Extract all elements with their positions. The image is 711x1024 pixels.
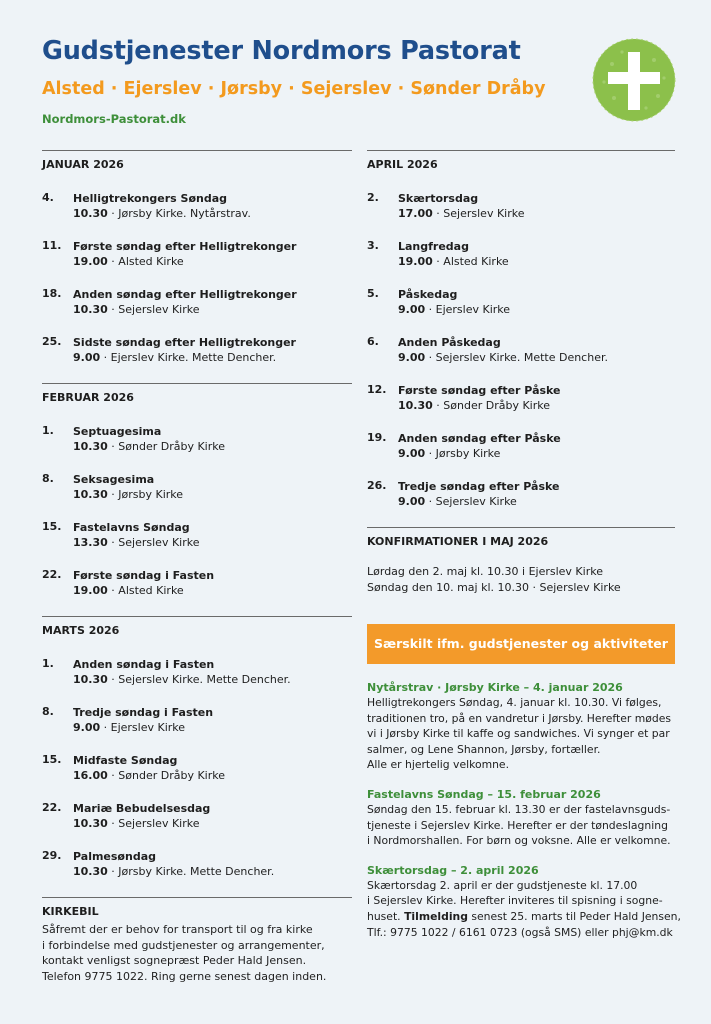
service-time: 10.30 — [73, 673, 108, 686]
service-name: Helligtrekongers Søndag — [73, 192, 228, 205]
service-entry — [367, 335, 675, 365]
service-detail — [398, 398, 675, 413]
kirkebil-line: kontakt venligst sognepræst Peder Hald Jensen. — [42, 954, 307, 967]
service-name: Første søndag i Fasten — [73, 569, 215, 582]
service-day: 18. — [42, 287, 62, 300]
note-line: tjeneste i Sejerslev Kirke. Herefter er der tøndeslagning — [367, 818, 668, 832]
service-entry — [42, 239, 352, 269]
service-entry — [367, 239, 675, 269]
service-entry — [367, 191, 675, 221]
service-name: Første søndag efter Påske — [398, 384, 561, 397]
konfirmationer-section — [367, 527, 675, 596]
service-place: · Sønder Dråby Kirke — [111, 440, 226, 453]
service-name: Anden søndag i Fasten — [73, 658, 215, 671]
service-name: Skærtorsdag — [398, 192, 479, 205]
service-time: 9.00 — [73, 721, 101, 734]
service-time: 9.00 — [73, 351, 101, 364]
service-place: · Jørsby Kirke — [111, 488, 184, 501]
cross-icon — [592, 38, 676, 122]
kirkebil-line: i forbindelse med gudstjenester og arrangementer, — [42, 938, 325, 952]
service-place: · Sønder Dråby Kirke — [111, 769, 226, 782]
service-time: 19.00 — [73, 255, 108, 268]
service-entry — [42, 657, 352, 687]
service-place: · Sejerslev Kirke — [111, 303, 200, 316]
month-section-februar — [42, 383, 352, 598]
service-time: 19.00 — [398, 255, 433, 268]
service-entry — [42, 568, 352, 598]
service-name: Palmesøndag — [73, 850, 156, 863]
service-name: Anden søndag efter Påske — [398, 432, 561, 445]
right-column — [367, 150, 681, 954]
service-time: 13.30 — [73, 536, 108, 549]
left-column — [42, 150, 352, 984]
service-entry — [42, 520, 352, 550]
service-place: · Jørsby Kirke — [428, 447, 501, 460]
service-day: 15. — [42, 753, 62, 766]
note-body — [367, 878, 681, 940]
service-place: · Ejerslev Kirke — [428, 303, 511, 316]
month-section-marts — [42, 616, 352, 879]
service-time: 17.00 — [398, 207, 433, 220]
service-name: Fastelavns Søndag — [73, 521, 190, 534]
service-detail — [73, 768, 352, 783]
service-day: 3. — [367, 239, 379, 252]
service-detail — [73, 302, 352, 317]
service-place: · Sønder Dråby Kirke — [436, 399, 551, 412]
service-detail — [73, 672, 352, 687]
service-entry — [42, 424, 352, 454]
service-place: · Alsted Kirke — [111, 255, 184, 268]
service-day: 1. — [42, 657, 54, 670]
service-detail — [73, 583, 352, 598]
service-entry — [367, 383, 675, 413]
service-day: 25. — [42, 335, 62, 348]
service-day: 5. — [367, 287, 379, 300]
service-entry — [42, 472, 352, 502]
service-day: 11. — [42, 239, 62, 252]
service-day: 19. — [367, 431, 387, 444]
service-place: · Sejerslev Kirke — [111, 817, 200, 830]
service-place: · Jørsby Kirke. Mette Dencher. — [111, 865, 275, 878]
service-entry — [42, 191, 352, 221]
service-time: 10.30 — [73, 207, 108, 220]
service-place: · Alsted Kirke — [436, 255, 509, 268]
service-name: Tredje søndag i Fasten — [73, 706, 214, 719]
note-heading: Fastelavns Søndag – 15. februar 2026 — [367, 787, 601, 801]
kirkebil-section — [42, 897, 352, 984]
service-day: 29. — [42, 849, 62, 862]
section-title: MARTS 2026 — [42, 624, 120, 637]
service-detail — [73, 864, 352, 879]
service-day: 15. — [42, 520, 62, 533]
note-heading: Nytårstrav · Jørsby Kirke – 4. januar 2026 — [367, 681, 623, 694]
service-place: · Ejerslev Kirke — [103, 721, 186, 734]
service-entry — [367, 287, 675, 317]
note-line: i Sejerslev Kirke. Herefter inviteres til spisning i sogne- — [367, 894, 663, 908]
service-day: 26. — [367, 479, 387, 492]
service-time: 10.30 — [73, 303, 108, 316]
note-text: huset. — [367, 909, 405, 923]
service-name: Mariæ Bebudelsesdag — [73, 802, 211, 815]
service-name: Langfredag — [398, 240, 469, 253]
service-place: · Ejerslev Kirke. Mette Dencher. — [103, 351, 277, 364]
service-name: Midfaste Søndag — [73, 754, 178, 767]
section-title: APRIL 2026 — [367, 158, 438, 171]
month-section-april — [367, 150, 675, 509]
service-detail — [73, 206, 352, 221]
service-detail — [73, 720, 352, 735]
service-name: Påskedag — [398, 288, 458, 301]
service-detail — [73, 254, 352, 269]
service-detail — [73, 439, 352, 454]
service-day: 8. — [42, 472, 54, 485]
note-body — [367, 695, 675, 773]
service-entry — [42, 705, 352, 735]
website-link[interactable]: Nordmors-Pastorat.dk — [42, 112, 186, 126]
service-name: Seksagesima — [73, 473, 155, 486]
month-section-januar — [42, 150, 352, 365]
kirkebil-line: Såfremt der er behov for transport til og fra kirke — [42, 923, 313, 936]
note-text: senest 25. marts til Peder Hald Jensen, — [467, 909, 681, 923]
service-entry — [367, 479, 675, 509]
service-entry — [42, 801, 352, 831]
service-time: 9.00 — [398, 447, 426, 460]
section-title: FEBRUAR 2026 — [42, 391, 134, 404]
konfirmation-line: Lørdag den 2. maj kl. 10.30 i Ejerslev Kirke — [367, 565, 603, 578]
service-day: 22. — [42, 568, 62, 581]
service-time: 10.30 — [398, 399, 433, 412]
note-line — [367, 909, 681, 925]
service-name: Anden søndag efter Helligtrekonger — [73, 288, 297, 301]
service-day: 8. — [42, 705, 54, 718]
service-day: 22. — [42, 801, 62, 814]
service-day: 4. — [42, 191, 54, 204]
note-line: salmer, og Lene Shannon, Jørsby, fortæller. — [367, 742, 601, 756]
service-time: 9.00 — [398, 303, 426, 316]
note-line: Søndag den 15. februar kl. 13.30 er der fastelavnsguds- — [367, 802, 671, 816]
service-day: 6. — [367, 335, 379, 348]
note-line: Skærtorsdag 2. april er der gudstjeneste kl. 17.00 — [367, 878, 638, 892]
note-heading: Skærtorsdag – 2. april 2026 — [367, 863, 539, 877]
service-time: 10.30 — [73, 488, 108, 501]
service-place: · Sejerslev Kirke — [428, 495, 517, 508]
section-title: KONFIRMATIONER I MAJ 2026 — [367, 535, 549, 548]
service-place: · Sejerslev Kirke. Mette Dencher. — [428, 351, 608, 364]
service-time: 9.00 — [398, 495, 426, 508]
note-line: Helligtrekongers Søndag, 4. januar kl. 10.30. Vi følges, — [367, 696, 662, 709]
service-time: 10.30 — [73, 865, 108, 878]
service-place: · Sejerslev Kirke. Mette Dencher. — [111, 673, 291, 686]
service-detail — [73, 487, 352, 502]
note-line: Tlf.: 9775 1022 / 6161 0723 (også SMS) eller phj@km.dk — [367, 925, 673, 939]
note-line: Alle er hjertelig velkomne. — [367, 758, 509, 772]
service-day: 2. — [367, 191, 379, 204]
note-emphasis: Tilmelding — [404, 909, 468, 923]
note-body — [367, 802, 675, 849]
service-place: · Sejerslev Kirke — [111, 536, 200, 549]
service-place: · Alsted Kirke — [111, 584, 184, 597]
service-detail — [398, 350, 675, 365]
konfirmation-line: Søndag den 10. maj kl. 10.30 · Sejerslev Kirke — [367, 581, 621, 594]
section-title: JANUAR 2026 — [42, 158, 124, 171]
service-detail — [73, 350, 352, 365]
service-detail — [398, 254, 675, 269]
service-entry — [42, 287, 352, 317]
service-detail — [73, 816, 352, 831]
service-place: · Sejerslev Kirke — [436, 207, 525, 220]
kirkebil-line: Telefon 9775 1022. Ring gerne senest dagen inden. — [42, 969, 327, 983]
service-entry — [42, 335, 352, 365]
service-detail — [398, 206, 675, 221]
service-entry — [367, 431, 675, 461]
special-events-banner: Særskilt ifm. gudstjenester og aktiviteter — [367, 624, 675, 664]
service-name: Første søndag efter Helligtrekonger — [73, 240, 297, 253]
service-day: 12. — [367, 383, 387, 396]
service-time: 19.00 — [73, 584, 108, 597]
service-time: 9.00 — [398, 351, 426, 364]
service-name: Septuagesima — [73, 425, 162, 438]
service-detail — [398, 302, 675, 317]
note-line: traditionen tro, på en vandretur i Jørsby. Herefter mødes — [367, 711, 672, 725]
note-line: vi i Jørsby Kirke til kaffe og sandwiches. Vi synger et par — [367, 727, 670, 741]
service-name: Anden Påskedag — [398, 336, 501, 349]
service-detail — [73, 535, 352, 550]
service-name: Tredje søndag efter Påske — [398, 480, 560, 493]
service-detail — [398, 494, 675, 509]
page-title: Gudstjenester Nordmors Pastorat — [42, 36, 521, 66]
service-place: · Jørsby Kirke. Nytårstrav. — [111, 207, 251, 220]
service-entry — [42, 753, 352, 783]
service-name: Sidste søndag efter Helligtrekonger — [73, 336, 296, 349]
service-time: 16.00 — [73, 769, 108, 782]
parish-list: Alsted · Ejerslev · Jørsby · Sejerslev · Sønder Dråby — [42, 79, 546, 99]
service-time: 10.30 — [73, 817, 108, 830]
service-day: 1. — [42, 424, 54, 437]
service-entry — [42, 849, 352, 879]
service-time: 10.30 — [73, 440, 108, 453]
note-line: i Nordmorshallen. For børn og voksne. Alle er velkomne. — [367, 834, 671, 848]
section-title: KIRKEBIL — [42, 905, 99, 918]
service-detail — [398, 446, 675, 461]
